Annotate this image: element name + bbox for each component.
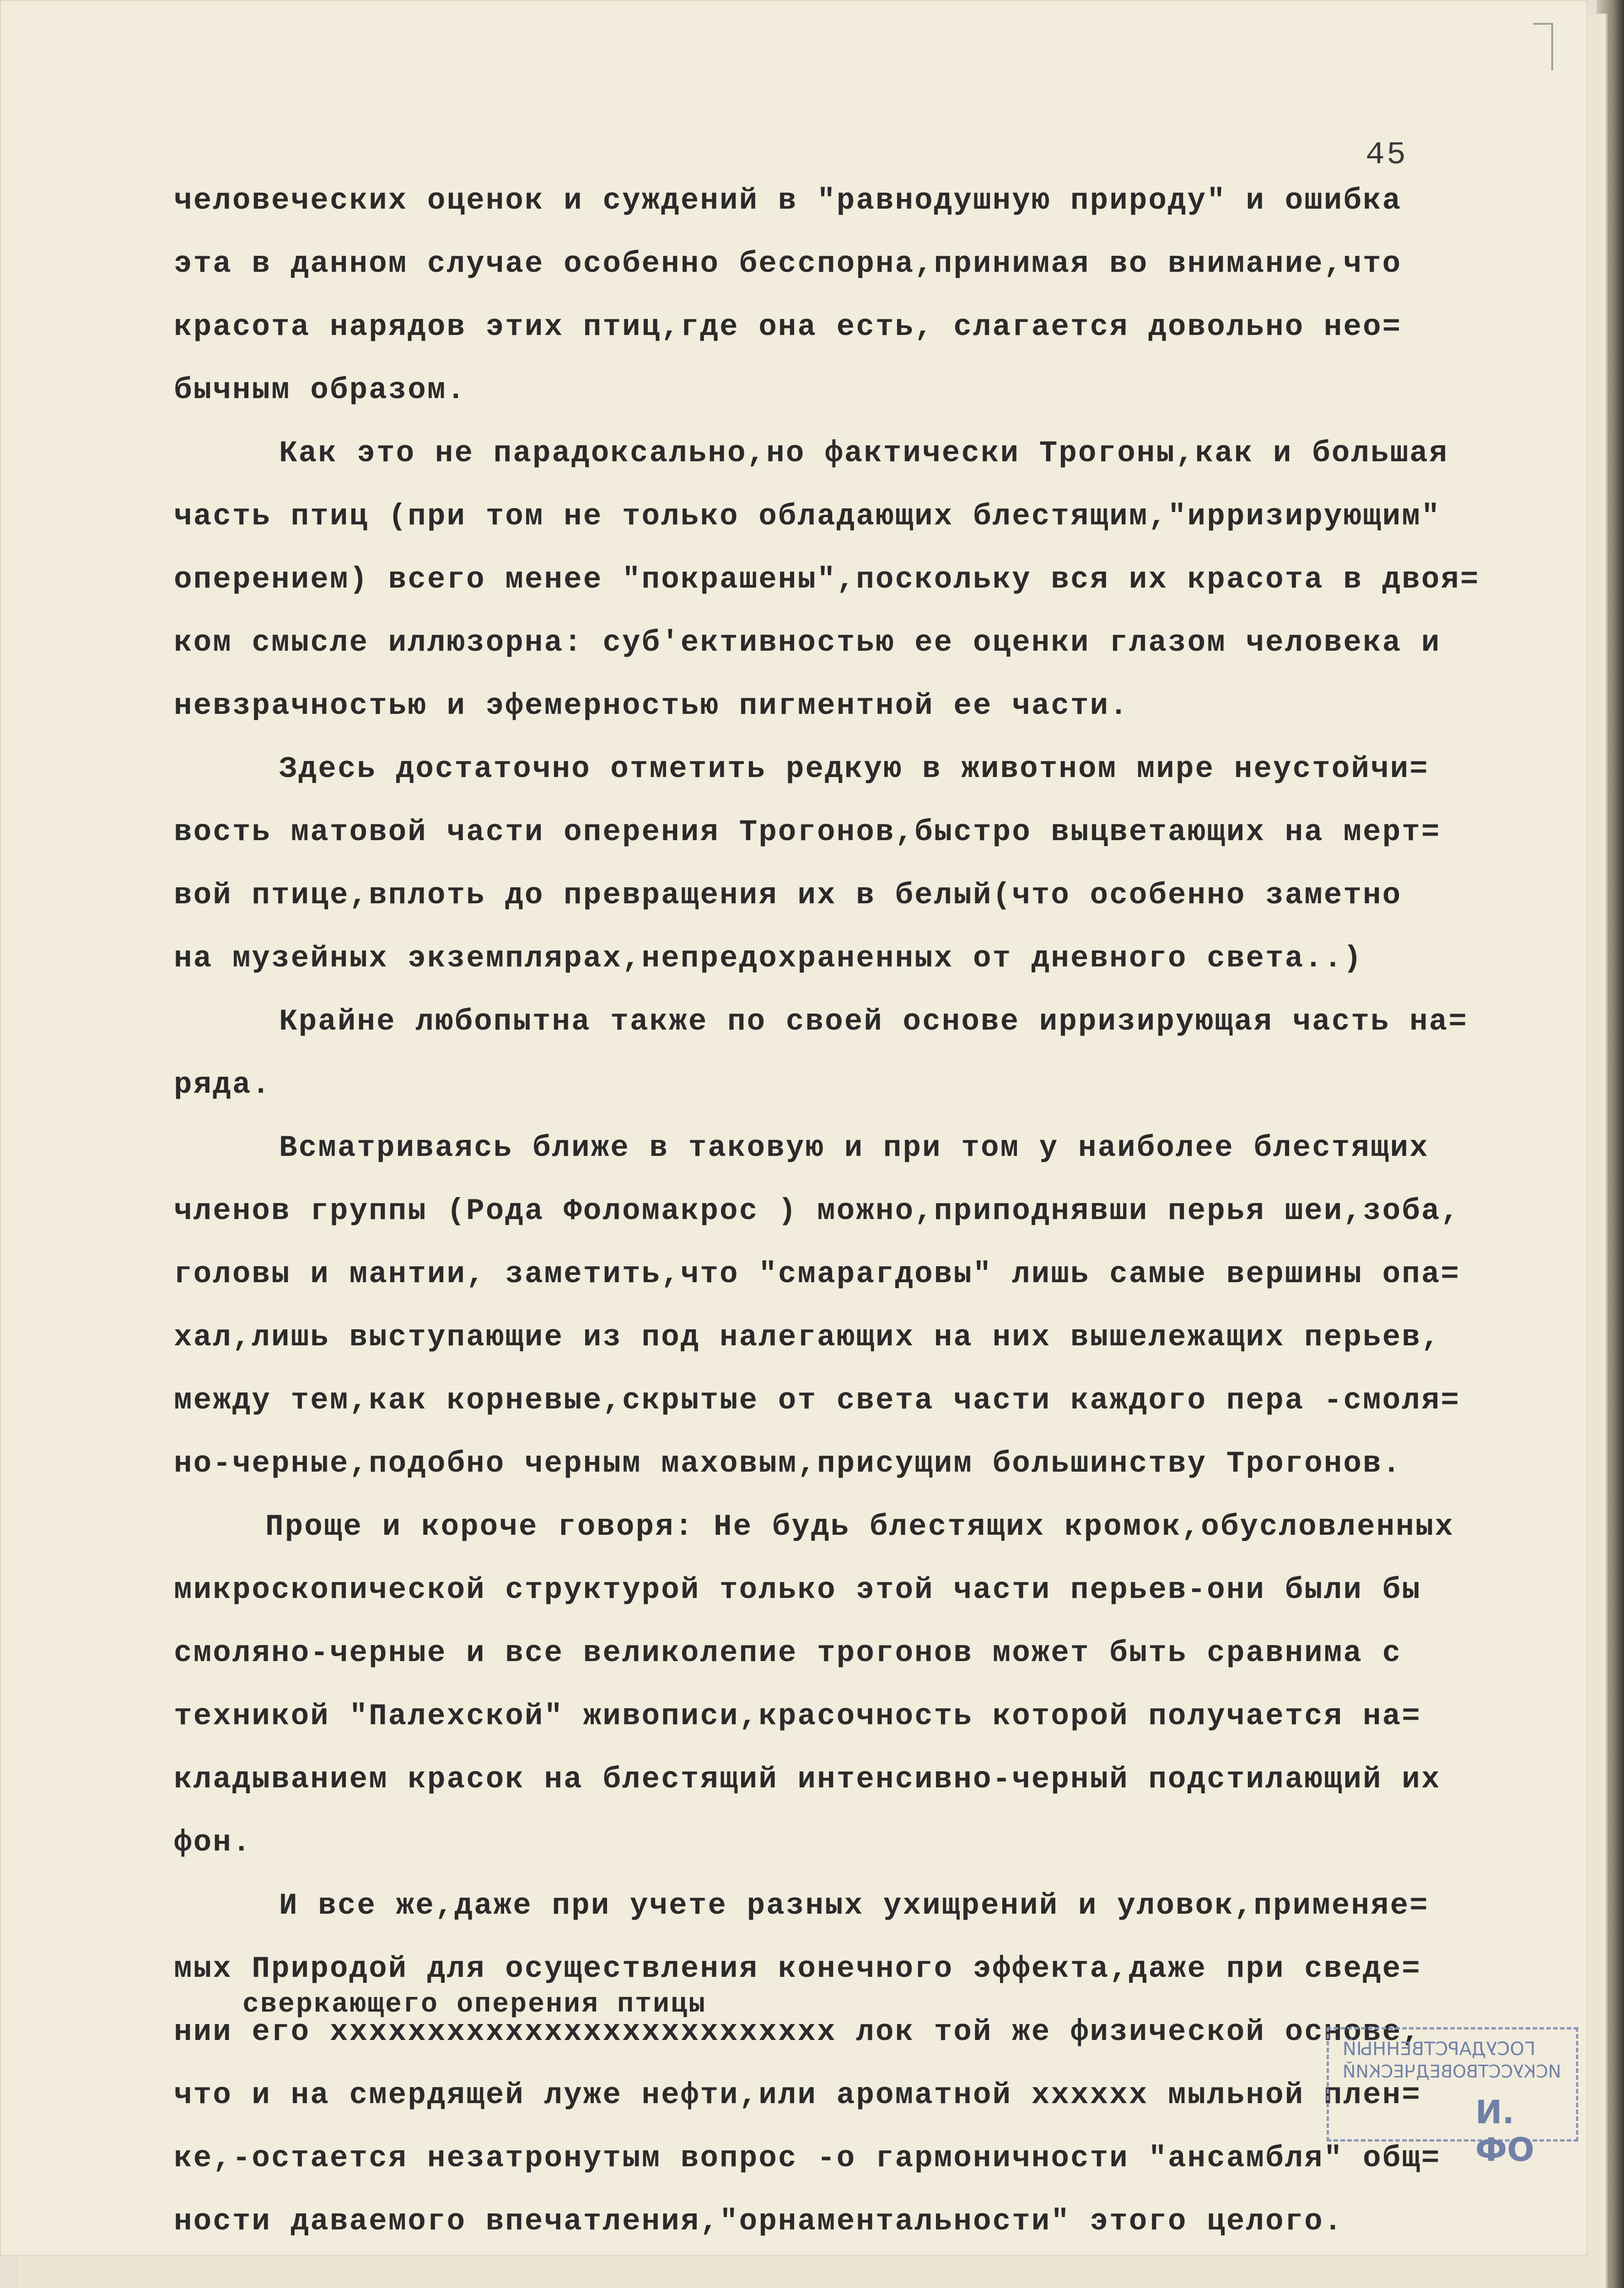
typed-text [174,169,1500,2253]
text-line: оперением) всего менее "покрашены",поскольку вся их красота в двоя= [174,562,1480,597]
text-line: вость матовой части оперения Трогонов,быстро выцветающих на мерт= [174,815,1441,849]
text-line: головы и мантии, заметить,что "смарагдовы" лишь самые вершины опа= [174,1257,1461,1291]
text-line: бычным образом. [174,373,467,407]
corner-mark [1533,23,1553,70]
text-line: мых Природой для осуществления конечного эффекта,даже при сведе= [174,1952,1421,1986]
text-line: эта в данном случае особенно бесспорна,принимая во внимание,что [174,247,1402,281]
text-line: вой птице,вплоть до превращения их в белый(что особенно заметно [174,878,1402,912]
stamp-line: ИСКУССТВОВЕДЧЕСКИЙ [1343,2061,1561,2082]
text-line: Как это не парадоксально,но фактически Трогоны,как и большая [279,436,1449,470]
stamp-code: И. ФО [1475,2094,1534,2169]
text-line: фон. [174,1825,252,1860]
text-line: техникой "Палехской" живописи,красочность которой получается на= [174,1699,1421,1733]
text-line: хал,лишь выступающие из под налегающих на них вышележащих перьев, [174,1320,1441,1354]
archive-stamp [1327,2027,1578,2169]
text-line: ности даваемого впечатления,"орнаментальности" этого целого. [174,2204,1344,2239]
text-line: смоляно-черные и все великолепие трогонов может быть сравнима с [174,1636,1402,1670]
text-line: Всматриваясь ближе в таковую и при том у наиболее блестящих [279,1131,1429,1165]
text-line: Здесь достаточно отметить редкую в животном мире неустойчи= [279,752,1429,786]
text-line: Проще и короче говоря: Не будь блестящих кромок,обусловленных [265,1510,1454,1544]
text-line: ке,-остается незатронутым вопрос -о гармоничности "ансамбля" общ= [174,2141,1441,2175]
text-line: красота нарядов этих птиц,где она есть, слагается довольно нео= [174,310,1402,344]
text-line: невзрачностью и эфемерностью пигментной ее части. [174,689,1129,723]
text-line: И все же,даже при учете разных ухищрений и уловок,применяе= [279,1889,1429,1923]
text-line: ряда. [174,1068,272,1102]
text-line: что и на смердящей луже нефти,или ароматной xxxxxx мыльной плен= [174,2078,1421,2112]
text-line: Крайне любопытна также по своей основе ирризирующая часть на= [279,1004,1468,1039]
text-line: человеческих оценок и суждений в "равнодушную природу" и ошибка [174,183,1402,218]
text-line: между тем,как корневые,скрытые от света части каждого пера -смоля= [174,1383,1461,1418]
page-number: 45 [1366,137,1408,173]
insertion-text: сверкающего оперения птицы [242,1989,707,2020]
text-line: микроскопической структурой только этой части перьев-они были бы [174,1573,1421,1607]
text-line: часть птиц (при том не только обладающих блестящим,"ирризирующим" [174,499,1441,534]
text-line: ком смысле иллюзорна: суб'ективностью ее оценки глазом человека и [174,626,1441,660]
text-line: на музейных экземплярах,непредохраненных от дневного света..) [174,941,1363,976]
text-line: нии его xxxxxxxxxxxxxxxxxxxxxxxxxx лок той же физической основе, [174,2015,1421,2049]
text-line: но-черные,подобно черным маховым,присущим большинству Трогонов. [174,1446,1402,1481]
text-line: членов группы (Рода Фоломакрос ) можно,приподнявши перья шеи,зоба, [174,1194,1461,1228]
stamp-line: ГОСУДАРСТВЕННЫЙ [1343,2039,1536,2060]
text-line: кладыванием красок на блестящий интенсивно-черный подстилающий их [174,1762,1441,1797]
